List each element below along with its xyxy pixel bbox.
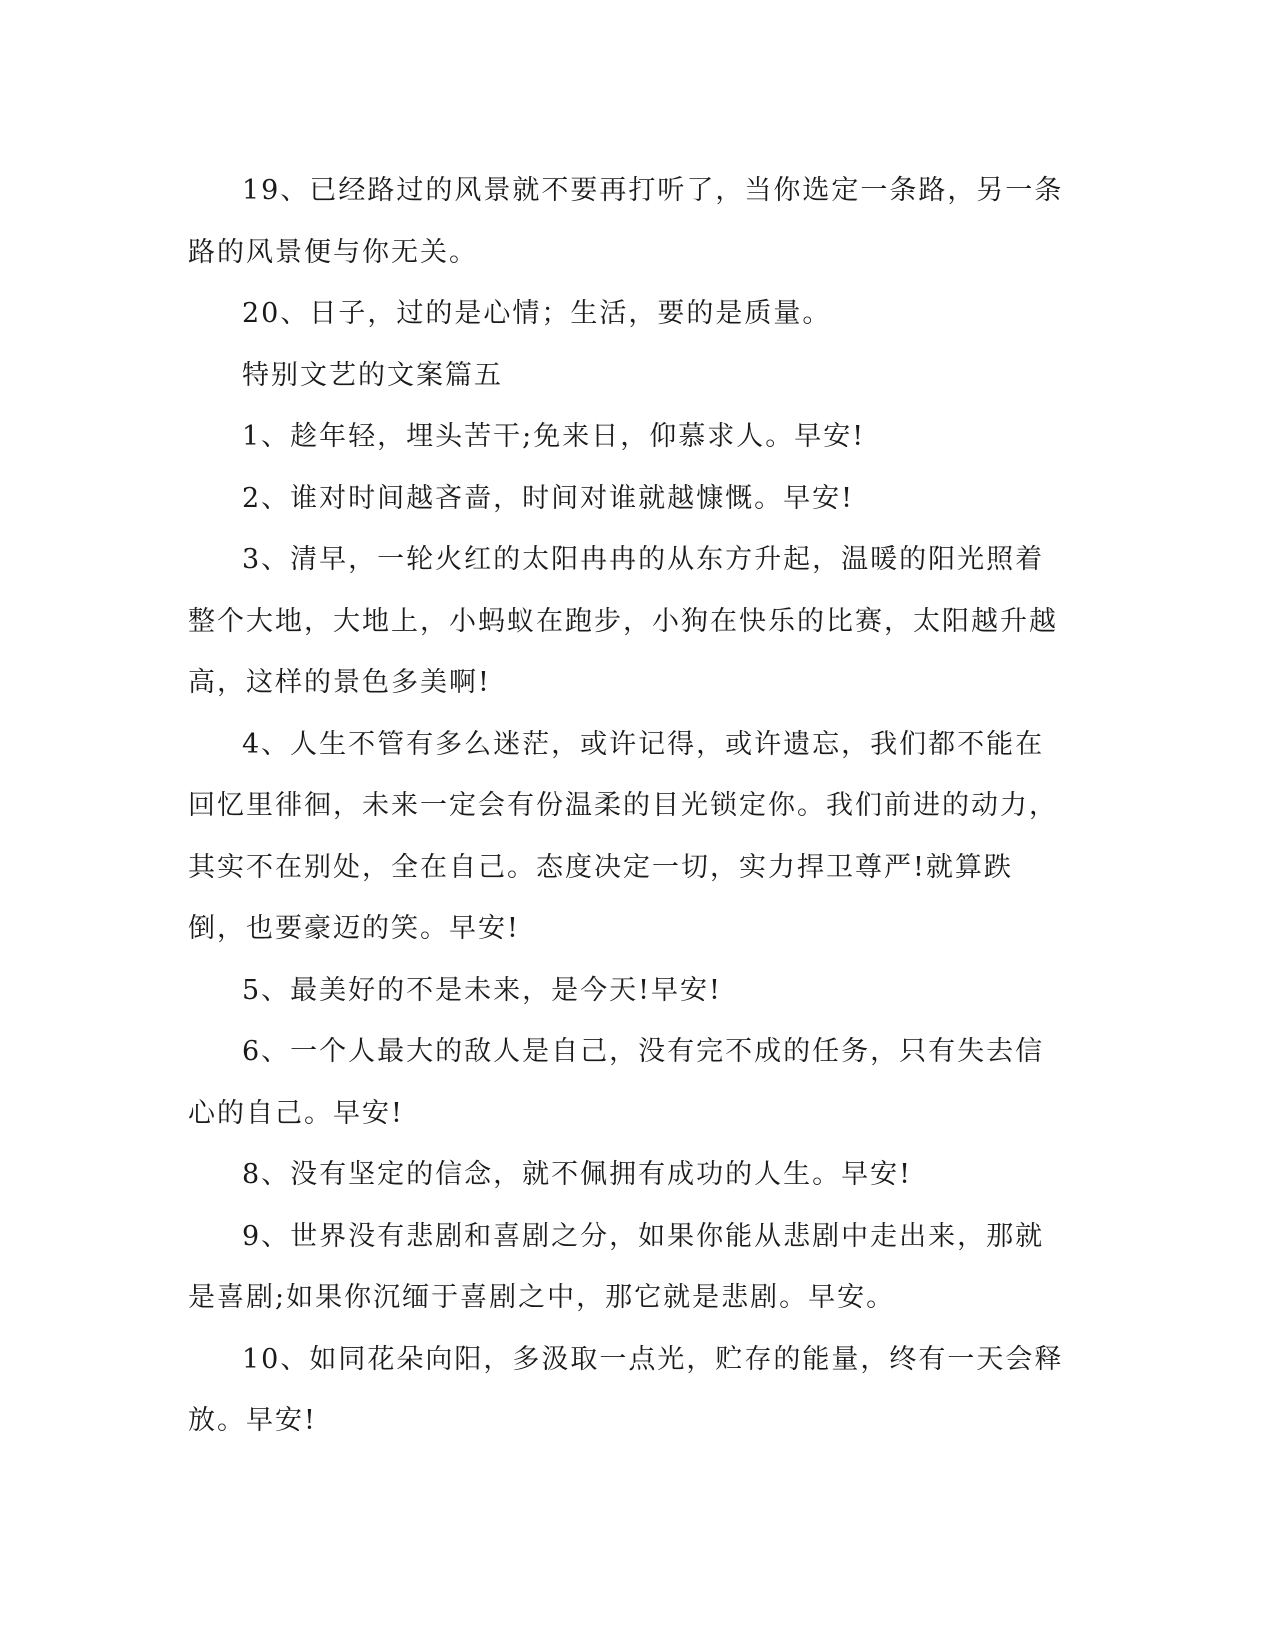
quote-9: 9、世界没有悲剧和喜剧之分，如果你能从悲剧中走出来，那就是喜剧;如果你沉缅于喜剧之中，那它就是悲剧。早安。 bbox=[188, 1220, 1045, 1313]
quote-2: 2、谁对时间越吝啬，时间对谁就越慷慨。早安! bbox=[242, 482, 855, 514]
quote-10: 10、如同花朵向阳，多汲取一点光，贮存的能量，终有一天会释放。早安! bbox=[188, 1343, 1064, 1436]
quote-3: 3、清早，一轮火红的太阳冉冉的从东方升起，温暖的阳光照着整个大地，大地上，小蚂蚁在跑步，小狗在快乐的比赛，太阳越升越高，这样的景色多美啊! bbox=[188, 544, 1058, 698]
quote-4: 4、人生不管有多么迷茫，或许记得，或许遗忘，我们都不能在回忆里徘徊，未来一定会有份温柔的目光锁定你。我们前进的动力，其实不在别处，全在自己。态度决定一切，实力捍卫尊严!就算跌倒，也要豪迈的笑。早安! bbox=[188, 728, 1058, 944]
section-heading: 特别文艺的文案篇五 bbox=[242, 359, 503, 391]
paragraph-19: 19、已经路过的风景就不要再打听了，当你选定一条路，另一条路的风景便与你无关。 bbox=[188, 175, 1064, 268]
quote-1: 1、趁年轻，埋头苦干;免来日，仰慕求人。早安! bbox=[242, 421, 866, 452]
quote-6: 6、一个人最大的敌人是自己，没有完不成的任务，只有失去信心的自己。早安! bbox=[188, 1036, 1045, 1129]
quote-8: 8、没有坚定的信念，就不佩拥有成功的人生。早安! bbox=[242, 1159, 913, 1190]
quote-5: 5、最美好的不是未来，是今天!早安! bbox=[242, 974, 722, 1006]
paragraph-20: 20、日子，过的是心情；生活，要的是质量。 bbox=[242, 298, 832, 329]
document-body bbox=[188, 160, 1068, 1452]
